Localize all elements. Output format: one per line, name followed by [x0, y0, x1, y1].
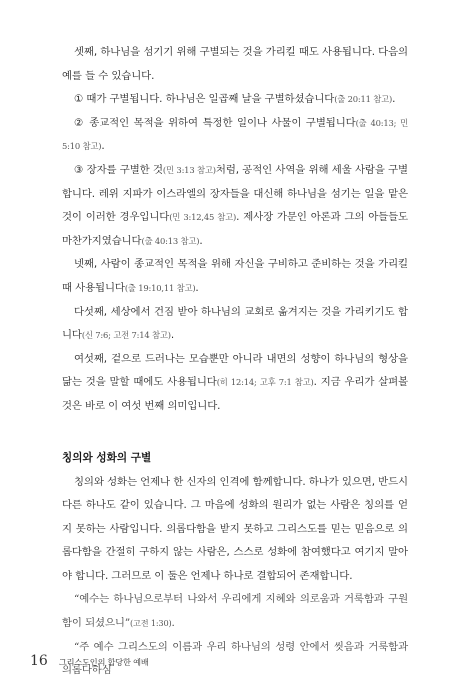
book-title: 그리스도인의 합당한 예배 — [58, 657, 149, 667]
paragraph-text: 셋째, 하나님을 섬기기 위해 구별되는 것을 가리킬 때도 사용됩니다. 다음의 예를 들 수 있습니다. — [62, 46, 408, 82]
scripture-reference: (출 40:13; 민 5:10 참고) — [62, 117, 408, 152]
item-1-time — [62, 88, 408, 112]
paragraph-third-meaning — [62, 41, 408, 88]
paragraph-text: 다섯째, 세상에서 건짐 받아 하나님의 교회로 옮겨지는 것을 가리키기도 합니다 — [62, 305, 408, 342]
punctuation: . — [171, 617, 175, 630]
scripture-reference: (민 3:13 참고) — [162, 164, 216, 175]
quote-text: “예수는 하나님으로부터 나와서 우리에게 지혜와 의로움과 거룩함과 구원함이 되셨으니” — [62, 593, 408, 630]
scripture-reference: (신 7:6; 고전 7:14 참고) — [81, 330, 171, 341]
scripture-reference: (민 3:12,45 참고) — [169, 212, 237, 223]
quote-1 — [62, 588, 408, 635]
page-footer — [30, 650, 149, 669]
punctuation: . — [199, 234, 203, 247]
scripture-reference: (출 40:13 참고) — [141, 235, 200, 246]
scripture-reference: (히 12:14; 고후 7:1 참고) — [216, 377, 314, 388]
paragraph-text: . 지금 우리가 살펴볼 것은 바로 이 여섯 번째 의미입니다. — [62, 376, 409, 412]
paragraph-text: 넷째, 사람이 종교적인 목적을 위해 자신을 구비하고 준비하는 것을 가리킬 때 사용됩니다 — [62, 258, 408, 294]
scripture-reference: (고전 1:30) — [130, 618, 172, 629]
punctuation: . — [170, 329, 175, 342]
item-3-firstborn — [62, 159, 408, 253]
section-paragraph — [62, 471, 408, 589]
scripture-reference: (출 19:10,11 참고) — [124, 282, 196, 293]
item-text: . 제사장 가문인 아론과 그의 아들들도 마찬가지였습니다 — [62, 211, 408, 247]
item-text: 처럼, 공적인 사역을 위해 세울 사람을 구별합니다. 레위 지파가 이스라엘의 장자들을 대신해 하나님을 섬기는 일을 맡은 것이 이러한 경우입니다 — [62, 163, 408, 224]
paragraph-fourth-meaning — [62, 253, 408, 300]
item-text: ③ 장자를 구별한 것 — [74, 163, 163, 176]
scripture-reference: (출 20:11 참고) — [334, 94, 393, 105]
punctuation: . — [392, 93, 396, 106]
punctuation: . — [195, 281, 199, 294]
item-text: ② 종교적인 목적을 위하여 특정한 일이나 사물이 구별됩니다 — [74, 116, 356, 129]
quote-text: “주 예수 그리스도의 이름과 우리 하나님의 성령 안에서 씻음과 거룩함과 의롭다하심 — [62, 640, 408, 677]
paragraph-text: 칭의와 성화는 언제나 한 신자의 인격에 함께합니다. 하나가 있으면, 반드시 다른 하나도 같이 있습니다. 그 마음에 성화의 원리가 없는 사람은 칭의를 얻지 못하는 사람입니다. 의롭다함을 받지 못하고 그리스도를 믿는 믿음으로 의롭다함을 간절히 구하지 않는 사람은, 스스로 성화에 참여했다고 여기지 말아야 합니다. 그러므로 이 둘은 언제나 하나로 결합되어 존재합니다. — [62, 475, 408, 582]
item-2-objects — [62, 112, 408, 159]
paragraph-text: 여섯째, 겉으로 드러나는 모습뿐만 아니라 내면의 성향이 하나님의 형상을 닮는 것을 말할 때에도 사용됩니다 — [62, 352, 408, 389]
punctuation: . — [101, 140, 105, 153]
page-body — [62, 41, 408, 683]
item-text: ① 때가 구별됩니다. 하나님은 일곱째 날을 구별하셨습니다 — [74, 93, 335, 106]
paragraph-fifth-meaning — [62, 301, 408, 348]
section-heading: 칭의와 성화의 구별 — [62, 451, 152, 464]
paragraph-sixth-meaning — [62, 348, 408, 419]
page-number: 16 — [30, 653, 48, 669]
